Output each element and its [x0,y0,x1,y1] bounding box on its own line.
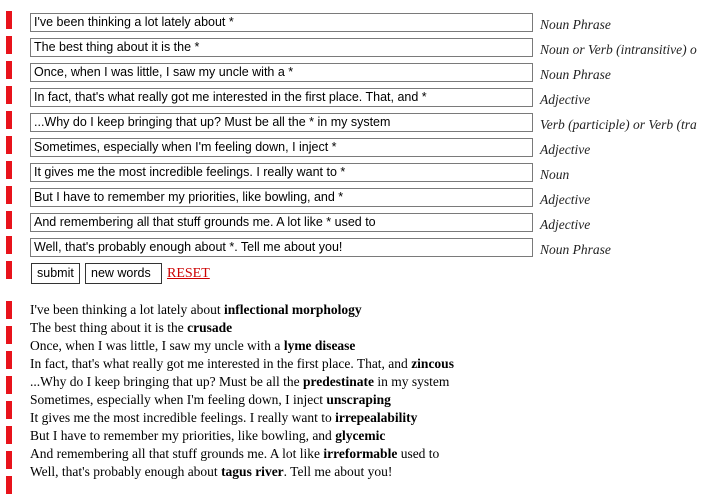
prompt-input[interactable]: The best thing about it is the * [30,38,533,57]
story-text: The best thing about it is the [30,320,188,335]
story-text: used to [397,446,440,461]
red-bar [6,261,12,279]
red-bar [6,36,12,54]
story-text: But I have to remember my priorities, like bowling, and [30,428,336,443]
filled-word: irreformable [323,446,398,461]
red-bar [6,11,12,29]
prompt-input[interactable]: Well, that's probably enough about *. Tell me about you! [30,238,533,257]
filled-word: tagus river [221,464,284,479]
filled-word: irrepealability [335,410,418,425]
story-line [30,445,454,463]
red-bar [6,401,12,419]
story-text: . Tell me about you! [283,464,393,479]
word-type-hint: Noun or Verb (intransitive) o [540,42,697,57]
prompt-input[interactable]: And remembering all that stuff grounds me. A lot like * used to [30,213,533,232]
word-type-hint: Verb (participle) or Verb (tra [540,117,697,132]
red-bar [6,476,12,494]
red-bar [6,211,12,229]
prompt-input[interactable]: ...Why do I keep bringing that up? Must be all the * in my system [30,113,533,132]
red-bar [6,301,12,319]
red-bar [6,326,12,344]
red-bar [6,236,12,254]
story-line [30,427,454,445]
story-text: ...Why do I keep bringing that up? Must be all the [30,374,303,389]
story-line [30,463,454,481]
word-type-hint: Adjective [540,92,591,107]
filled-word: glycemic [335,428,386,443]
filled-word: lyme disease [283,338,356,353]
word-type-hint: Noun Phrase [540,242,611,257]
red-bar [6,111,12,129]
word-type-hint: Adjective [540,142,591,157]
reset-link[interactable]: RESET [167,266,210,281]
filled-word: zincous [411,356,454,371]
red-bar [6,351,12,369]
story-text: in my system [373,374,450,389]
decorative-bars [0,0,14,500]
story-text: Well, that's probably enough about [30,464,222,479]
prompt-input[interactable]: I've been thinking a lot lately about * [30,13,533,32]
prompt-input[interactable]: In fact, that's what really got me interested in the first place. That, and * [30,88,533,107]
story-text: It gives me the most incredible feelings. I really want to [30,410,336,425]
story-text: In fact, that's what really got me interested in the first place. That, and [30,356,412,371]
story-text: And remembering all that stuff grounds me. A lot like [30,446,324,461]
word-type-hint: Adjective [540,192,591,207]
word-type-hint: Noun Phrase [540,67,611,82]
story-text: Once, when I was little, I saw my uncle with a [30,338,284,353]
filled-word: inflectional morphology [224,302,362,317]
story-text: I've been thinking a lot lately about [30,302,225,317]
red-bar [6,161,12,179]
filled-word: unscraping [326,392,391,407]
story-text: Sometimes, especially when I'm feeling down, I inject [30,392,327,407]
prompt-input[interactable]: But I have to remember my priorities, like bowling, and * [30,188,533,207]
red-bar [6,86,12,104]
prompt-input[interactable]: Sometimes, especially when I'm feeling down, I inject * [30,138,533,157]
red-bar [6,451,12,469]
red-bar [6,136,12,154]
story-line [30,391,454,409]
word-type-hint: Noun [540,167,570,182]
story-line [30,373,454,391]
red-bar [6,61,12,79]
red-bar [6,376,12,394]
word-type-hint: Noun Phrase [540,17,611,32]
filled-word: predestinate [302,374,374,389]
story-line [30,301,454,319]
prompt-input[interactable]: Once, when I was little, I saw my uncle with a * [30,63,533,82]
red-bar [6,426,12,444]
story-line [30,355,454,373]
story-line [30,337,454,355]
story-line [30,319,454,337]
story-output [30,301,454,481]
prompt-input[interactable]: It gives me the most incredible feelings. I really want to * [30,163,533,182]
filled-word: crusade [187,320,233,335]
red-bar [6,186,12,204]
story-line [30,409,454,427]
word-type-hint: Adjective [540,217,591,232]
new-words-button[interactable]: new words [85,263,162,284]
submit-button[interactable]: submit [31,263,80,284]
